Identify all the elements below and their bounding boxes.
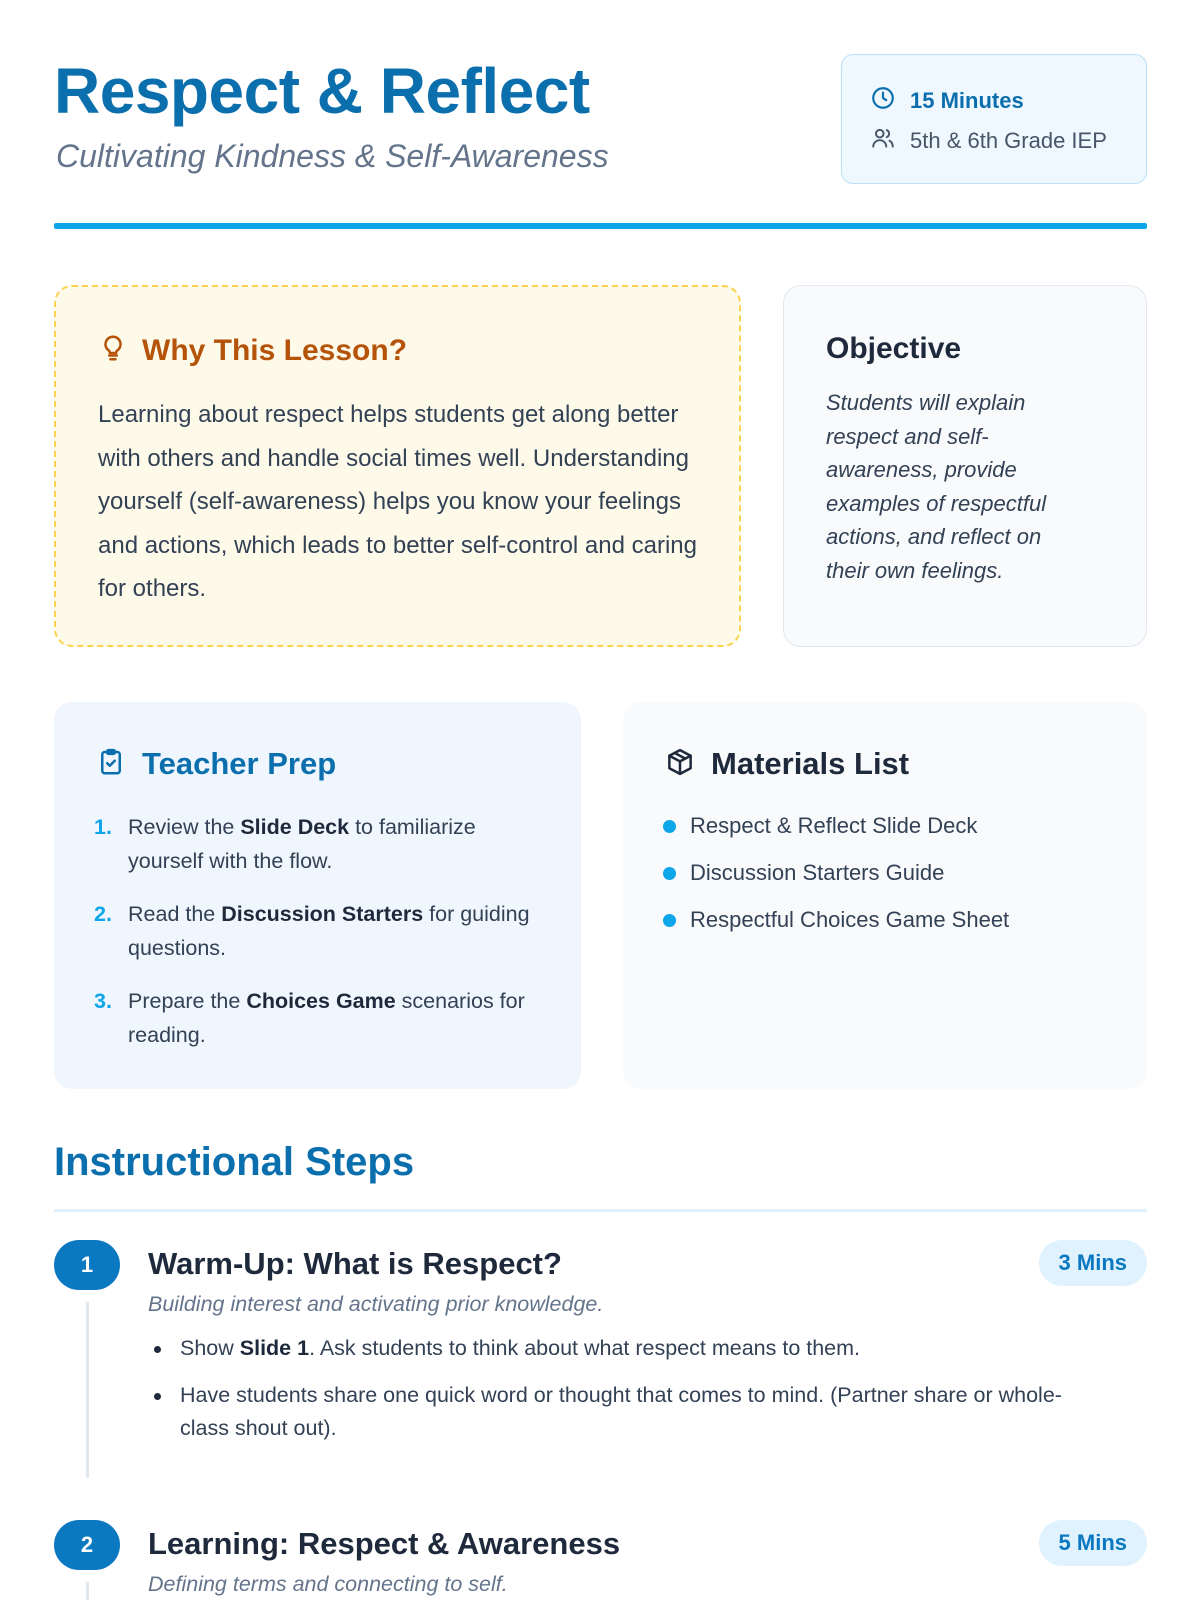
step-timeline-line: [86, 1302, 89, 1478]
lightbulb-icon: [98, 333, 128, 368]
step-subtitle: Building interest and activating prior knowledge.: [148, 1292, 604, 1316]
teacher-prep-list: [94, 810, 534, 1071]
list-item: Respect & Reflect Slide Deck: [663, 808, 1009, 844]
step-number-badge: 1: [54, 1240, 120, 1290]
step-number-badge: 2: [54, 1520, 120, 1570]
lesson-header: [54, 54, 1147, 234]
step-subtitle: Defining terms and connecting to self.: [148, 1572, 508, 1596]
teacher-prep-title: Teacher Prep: [142, 746, 337, 781]
step-duration-badge: 5 Mins: [1039, 1520, 1147, 1566]
clock-icon: [870, 85, 896, 117]
materials-list: [663, 808, 1009, 949]
step-title: Warm-Up: What is Respect?: [148, 1246, 562, 1281]
page-title: Respect & Reflect: [54, 55, 590, 127]
teacher-prep-heading: [96, 746, 336, 782]
grade-row: [870, 125, 1107, 157]
list-item: Discussion Starters Guide: [663, 855, 1009, 891]
duration-text: 15 Minutes: [910, 88, 1024, 113]
lesson-meta-box: [841, 54, 1147, 184]
bullet-dot: [663, 914, 676, 927]
why-title: Why This Lesson?: [142, 333, 408, 367]
list-item: 2. Read the Discussion Starters for guiding questions.: [94, 902, 530, 960]
list-item: 3. Prepare the Choices Game scenarios for reading.: [94, 989, 525, 1047]
steps-section-title: Instructional Steps: [54, 1140, 415, 1184]
why-text: Learning about respect helps students get along better with others and handle social times well. Understanding yourself (self-awareness) helps you know your feelings and actions, which leads to better self-control and caring for others.: [98, 401, 698, 602]
materials-heading: [665, 746, 909, 782]
duration-row: [870, 85, 1024, 117]
clipboard-check-icon: [96, 747, 126, 782]
materials-card: [623, 702, 1147, 1089]
why-this-lesson-card: [54, 285, 741, 647]
list-item: Respectful Choices Game Sheet: [663, 902, 1009, 938]
users-icon: [870, 125, 896, 157]
teacher-prep-card: [54, 702, 581, 1089]
step-duration-badge: 3 Mins: [1039, 1240, 1147, 1286]
list-item: Show Slide 1. Ask students to think about what respect means to them.: [148, 1332, 1088, 1366]
step-title: Learning: Respect & Awareness: [148, 1526, 621, 1561]
step-1: [54, 1240, 1147, 1480]
bullet-dot: [663, 867, 676, 880]
grade-text: 5th & 6th Grade IEP: [910, 128, 1107, 153]
objective-card: [783, 285, 1147, 647]
why-heading: [98, 333, 407, 368]
bullet-dot: [663, 820, 676, 833]
step-timeline-line: [86, 1582, 89, 1600]
header-divider: [54, 223, 1147, 229]
step-2: [54, 1520, 1147, 1600]
step-bullet-list: [148, 1332, 1088, 1459]
list-item: 1. Review the Slide Deck to familiarize yourself with the flow.: [94, 815, 476, 873]
materials-title: Materials List: [711, 746, 910, 781]
page-subtitle: Cultivating Kindness & Self-Awareness: [56, 138, 609, 174]
package-icon: [665, 747, 695, 782]
list-item: Have students share one quick word or thought that comes to mind. (Partner share or whole-class shout out).: [148, 1379, 1088, 1446]
steps-divider: [54, 1209, 1147, 1212]
objective-title: Objective: [826, 332, 962, 365]
objective-text: Students will explain respect and self-awareness, provide examples of respectful actions, and reflect on their own feelings.: [826, 390, 1047, 583]
